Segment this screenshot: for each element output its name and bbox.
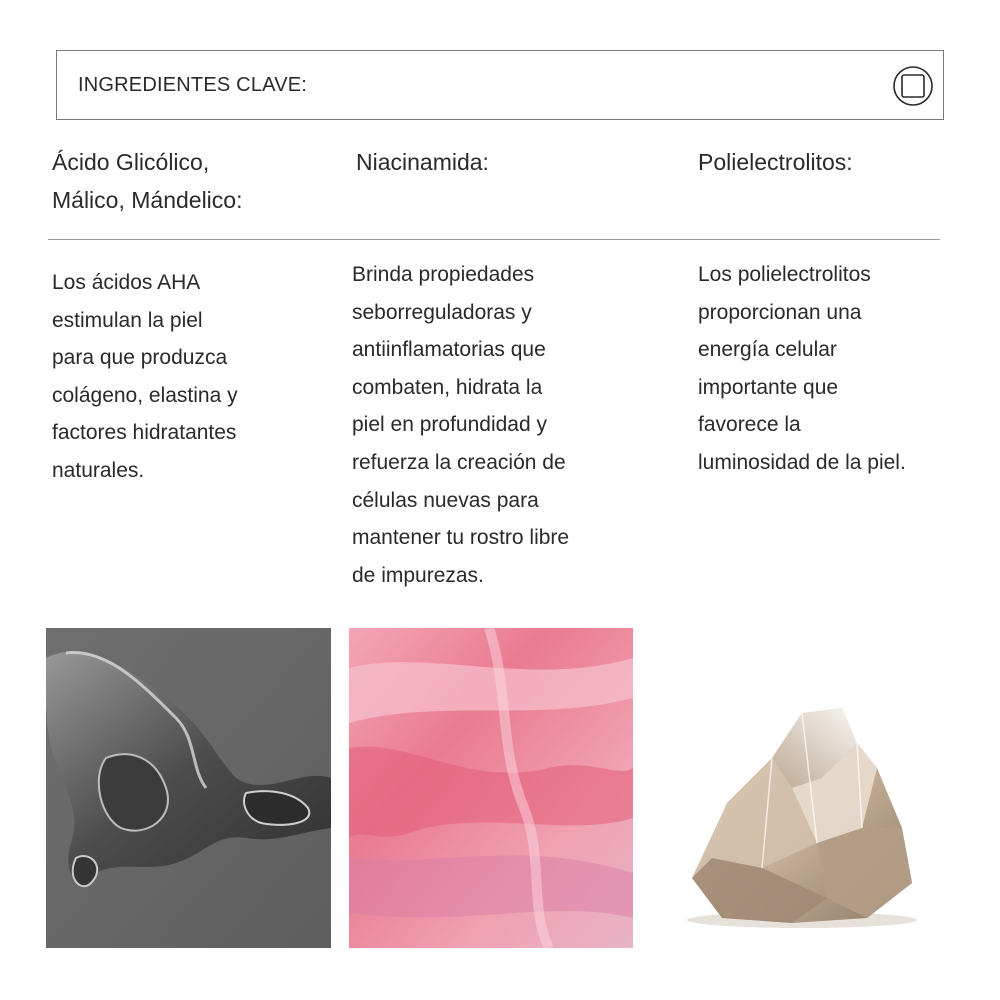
heading-line: Polielectrolitos: xyxy=(698,149,853,175)
column-heading-1 xyxy=(52,143,242,219)
body-line: combaten, hidrata la xyxy=(352,375,543,399)
body-line: seborreguladoras y xyxy=(352,300,532,324)
body-line: proporcionan una xyxy=(698,300,862,324)
body-line: energía celular xyxy=(698,338,837,362)
column-body-3 xyxy=(698,256,906,482)
body-line: piel en profundidad y xyxy=(352,413,547,437)
body-line: Los ácidos AHA xyxy=(52,271,201,294)
heading-line: Málico, Mándelico: xyxy=(52,187,243,213)
column-body-1 xyxy=(52,264,238,490)
pink-paint-texture-image xyxy=(349,628,633,948)
heading-line: Niacinamida: xyxy=(356,149,489,175)
body-line: Brinda propiedades xyxy=(352,263,535,286)
body-line: antiinflamatorias que xyxy=(352,338,546,362)
body-line: refuerza la creación de xyxy=(352,450,566,474)
body-line: células nuevas para xyxy=(352,488,539,512)
body-line: de impurezas. xyxy=(352,563,484,587)
square-in-circle-icon xyxy=(892,65,934,107)
body-line: colágeno, elastina y xyxy=(52,383,238,407)
column-heading-3 xyxy=(698,143,853,181)
crystal-rock-image xyxy=(652,628,937,948)
body-line: factores hidratantes xyxy=(52,421,237,445)
body-line: para que produzca xyxy=(52,346,228,370)
column-body-2 xyxy=(352,256,569,594)
body-line: mantener tu rostro libre xyxy=(352,526,570,550)
body-line: favorece la xyxy=(698,413,801,437)
body-line: estimulan la piel xyxy=(52,308,203,332)
liquid-gel-splash-image xyxy=(46,628,331,948)
body-line: naturales. xyxy=(52,458,145,482)
divider-line xyxy=(48,239,940,240)
ingredients-header-box xyxy=(56,50,944,120)
body-line: Los polielectrolitos xyxy=(698,263,871,286)
heading-line: Ácido Glicólico, xyxy=(52,149,210,175)
body-line: importante que xyxy=(698,375,839,399)
header-title: INGREDIENTES CLAVE: xyxy=(78,74,308,96)
column-heading-2 xyxy=(356,143,489,181)
body-line: luminosidad de la piel. xyxy=(698,450,906,474)
